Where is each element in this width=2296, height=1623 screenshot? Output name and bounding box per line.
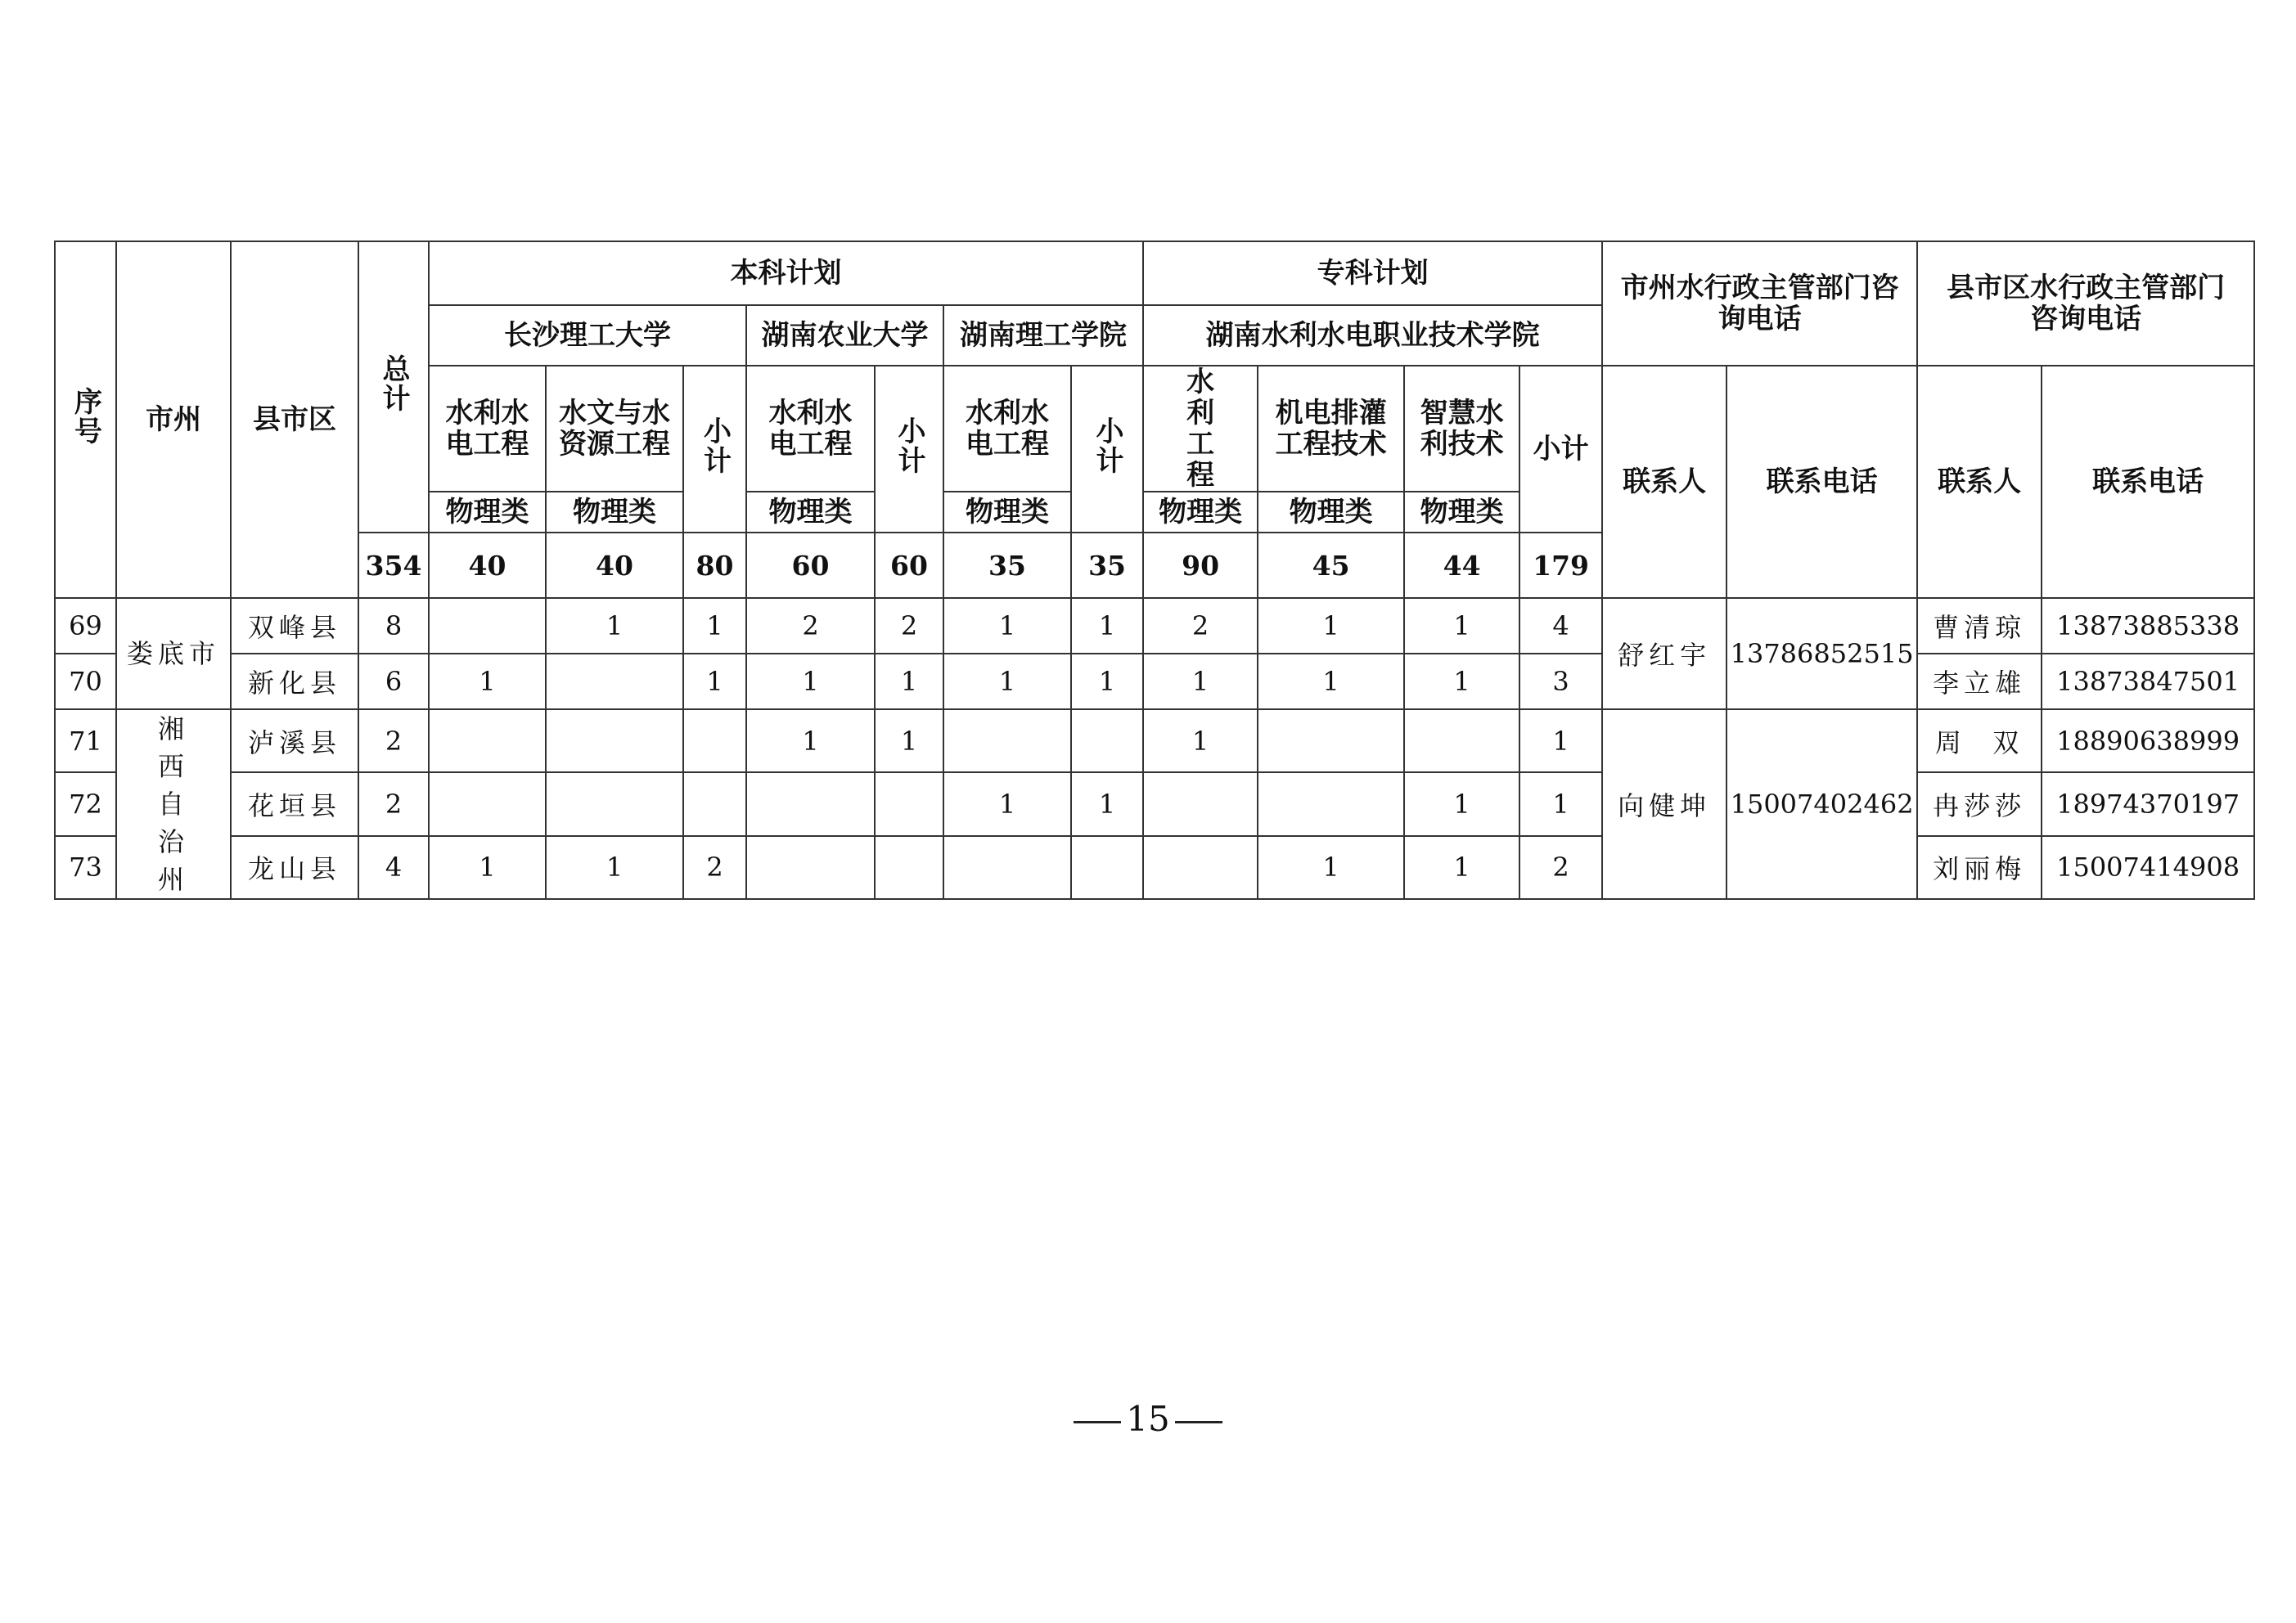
- cell-hnist-subtotal: [1071, 709, 1143, 772]
- cell-hnist-hydro: 1: [943, 654, 1071, 709]
- cell-hnist-subtotal: 1: [1071, 598, 1143, 654]
- cell-hnwrp-water-eng: [1143, 836, 1258, 899]
- total-hnwrp-water-eng: 90: [1143, 533, 1258, 598]
- cell-hnwrp-smart-water: 1: [1404, 654, 1519, 709]
- cell-hnwrp-water-eng: 2: [1143, 598, 1258, 654]
- cell-hunau-hydro: 1: [746, 709, 875, 772]
- cell-hunau-hydro: [746, 772, 875, 835]
- row-total: 2: [358, 772, 429, 835]
- row-county: 新化县: [231, 654, 358, 709]
- table-row: [55, 654, 2254, 709]
- table-row: [55, 709, 2254, 772]
- row-total: 6: [358, 654, 429, 709]
- header-undergrad-plan: 本科计划: [429, 241, 1143, 305]
- cell-hnwrp-mech-drain: 1: [1258, 836, 1404, 899]
- cell-hnwrp-smart-water: 1: [1404, 598, 1519, 654]
- cell-csust-hydrology: [546, 709, 683, 772]
- cell-hnist-hydro: 1: [943, 772, 1071, 835]
- row-seq: 73: [55, 836, 116, 899]
- header-hnwrp-subtotal: 小计: [1519, 366, 1602, 533]
- page-number-value: 15: [1126, 1399, 1170, 1439]
- cell-hnwrp-mech-drain: 1: [1258, 598, 1404, 654]
- cell-hnwrp-subtotal: 2: [1519, 836, 1602, 899]
- header-physics-6: 物理类: [1258, 492, 1404, 533]
- cell-csust-hydro: 1: [429, 836, 546, 899]
- row-total: 8: [358, 598, 429, 654]
- header-school-hnwrp: 湖南水利水电职业技术学院: [1143, 305, 1602, 366]
- header-school-csust: 长沙理工大学: [429, 305, 746, 366]
- county-contact-phone: 13873847501: [2042, 654, 2254, 709]
- total-csust-hydro: 40: [429, 533, 546, 598]
- header-city-contact: 市州水行政主管部门咨询电话: [1602, 241, 1917, 366]
- county-contact-phone: 18890638999: [2042, 709, 2254, 772]
- header-major-hnwrp-water-eng: 水利工程: [1143, 366, 1258, 492]
- cell-hnist-hydro: [943, 709, 1071, 772]
- cell-hnist-subtotal: [1071, 836, 1143, 899]
- row-total: 4: [358, 836, 429, 899]
- total-hnist-subtotal: 35: [1071, 533, 1143, 598]
- cell-csust-hydro: [429, 772, 546, 835]
- enrollment-plan-table-wrapper: [54, 241, 2253, 895]
- cell-hnwrp-mech-drain: [1258, 709, 1404, 772]
- header-physics-7: 物理类: [1404, 492, 1519, 533]
- cell-hnwrp-smart-water: 1: [1404, 772, 1519, 835]
- row-city: 娄底市: [116, 598, 231, 709]
- cell-csust-hydrology: 1: [546, 836, 683, 899]
- header-school-hnist: 湖南理工学院: [943, 305, 1143, 366]
- cell-hnwrp-smart-water: 1: [1404, 836, 1519, 899]
- header-major-hnwrp-mech-drain: 机电排灌工程技术: [1258, 366, 1404, 492]
- county-contact-person: 刘丽梅: [1917, 836, 2042, 899]
- header-school-hunau: 湖南农业大学: [746, 305, 943, 366]
- cell-hunau-hydro: 2: [746, 598, 875, 654]
- header-city-contact-phone: 联系电话: [1727, 366, 1917, 598]
- header-physics-2: 物理类: [546, 492, 683, 533]
- header-major-csust-hydrology: 水文与水资源工程: [546, 366, 683, 492]
- county-contact-person: 周 双: [1917, 709, 2042, 772]
- header-hunau-subtotal: 小计: [875, 366, 943, 533]
- row-city: 湘西自治州: [116, 709, 231, 899]
- cell-csust-hydrology: [546, 772, 683, 835]
- cell-hunau-hydro: 1: [746, 654, 875, 709]
- cell-csust-subtotal: 1: [683, 598, 746, 654]
- total-csust-subtotal: 80: [683, 533, 746, 598]
- cell-hnist-subtotal: 1: [1071, 772, 1143, 835]
- county-contact-person: 李立雄: [1917, 654, 2042, 709]
- county-contact-phone: 18974370197: [2042, 772, 2254, 835]
- cell-hnwrp-water-eng: 1: [1143, 709, 1258, 772]
- cell-hunau-subtotal: [875, 772, 943, 835]
- header-city-contact-person: 联系人: [1602, 366, 1727, 598]
- header-physics-1: 物理类: [429, 492, 546, 533]
- cell-csust-subtotal: 1: [683, 654, 746, 709]
- header-physics-5: 物理类: [1143, 492, 1258, 533]
- header-city: 市州: [116, 241, 231, 598]
- header-major-hnist-hydro: 水利水电工程: [943, 366, 1071, 492]
- header-county-contact: 县市区水行政主管部门咨询电话: [1917, 241, 2254, 366]
- cell-hunau-hydro: [746, 836, 875, 899]
- cell-hnwrp-subtotal: 1: [1519, 772, 1602, 835]
- header-total: 总计: [358, 241, 429, 533]
- row-seq: 70: [55, 654, 116, 709]
- page-number: [0, 1399, 2296, 1439]
- header-major-hunau-hydro: 水利水电工程: [746, 366, 875, 492]
- city-contact-person: 舒红宇: [1602, 598, 1727, 709]
- cell-hnist-hydro: [943, 836, 1071, 899]
- city-contact-phone: 13786852515: [1727, 598, 1917, 709]
- table-row: [55, 836, 2254, 899]
- county-contact-phone: 15007414908: [2042, 836, 2254, 899]
- cell-hnwrp-water-eng: 1: [1143, 654, 1258, 709]
- row-county: 花垣县: [231, 772, 358, 835]
- header-county: 县市区: [231, 241, 358, 598]
- page-number-dash-left: [1074, 1421, 1121, 1423]
- cell-hunau-subtotal: 2: [875, 598, 943, 654]
- county-contact-phone: 13873885338: [2042, 598, 2254, 654]
- row-county: 双峰县: [231, 598, 358, 654]
- header-hnist-subtotal: 小计: [1071, 366, 1143, 533]
- header-csust-subtotal: 小计: [683, 366, 746, 533]
- row-county: 泸溪县: [231, 709, 358, 772]
- table-row: [55, 598, 2254, 654]
- city-contact-person: 向健坤: [1602, 709, 1727, 899]
- cell-hnwrp-subtotal: 4: [1519, 598, 1602, 654]
- header-physics-4: 物理类: [943, 492, 1071, 533]
- cell-hnwrp-subtotal: 1: [1519, 709, 1602, 772]
- cell-hnist-subtotal: 1: [1071, 654, 1143, 709]
- table-row: [55, 772, 2254, 835]
- cell-hnwrp-mech-drain: 1: [1258, 654, 1404, 709]
- county-contact-person: 曹清琼: [1917, 598, 2042, 654]
- cell-csust-hydro: [429, 709, 546, 772]
- cell-csust-subtotal: [683, 709, 746, 772]
- total-hunau-hydro: 60: [746, 533, 875, 598]
- header-major-csust-hydro: 水利水电工程: [429, 366, 546, 492]
- total-hnwrp-subtotal: 179: [1519, 533, 1602, 598]
- row-seq: 71: [55, 709, 116, 772]
- row-total: 2: [358, 709, 429, 772]
- row-county: 龙山县: [231, 836, 358, 899]
- cell-csust-hydro: 1: [429, 654, 546, 709]
- cell-hunau-subtotal: [875, 836, 943, 899]
- cell-hnwrp-subtotal: 3: [1519, 654, 1602, 709]
- header-college-plan: 专科计划: [1143, 241, 1602, 305]
- cell-hnwrp-smart-water: [1404, 709, 1519, 772]
- cell-csust-subtotal: [683, 772, 746, 835]
- cell-csust-hydrology: [546, 654, 683, 709]
- page-number-dash-right: [1175, 1421, 1222, 1423]
- total-grand: 354: [358, 533, 429, 598]
- total-hnist-hydro: 35: [943, 533, 1071, 598]
- total-hnwrp-smart-water: 44: [1404, 533, 1519, 598]
- header-county-contact-phone: 联系电话: [2042, 366, 2254, 598]
- cell-hunau-subtotal: 1: [875, 654, 943, 709]
- total-hunau-subtotal: 60: [875, 533, 943, 598]
- total-csust-hydrology: 40: [546, 533, 683, 598]
- cell-csust-hydro: [429, 598, 546, 654]
- cell-hunau-subtotal: 1: [875, 709, 943, 772]
- row-seq: 69: [55, 598, 116, 654]
- cell-csust-subtotal: 2: [683, 836, 746, 899]
- enrollment-plan-table: [54, 241, 2255, 900]
- header-county-contact-person: 联系人: [1917, 366, 2042, 598]
- cell-csust-hydrology: 1: [546, 598, 683, 654]
- header-seq: 序号: [55, 241, 116, 598]
- cell-hnwrp-water-eng: [1143, 772, 1258, 835]
- cell-hnwrp-mech-drain: [1258, 772, 1404, 835]
- city-contact-phone: 15007402462: [1727, 709, 1917, 899]
- county-contact-person: 冉莎莎: [1917, 772, 2042, 835]
- cell-hnist-hydro: 1: [943, 598, 1071, 654]
- total-hnwrp-mech-drain: 45: [1258, 533, 1404, 598]
- row-seq: 72: [55, 772, 116, 835]
- header-physics-3: 物理类: [746, 492, 875, 533]
- header-major-hnwrp-smart-water: 智慧水利技术: [1404, 366, 1519, 492]
